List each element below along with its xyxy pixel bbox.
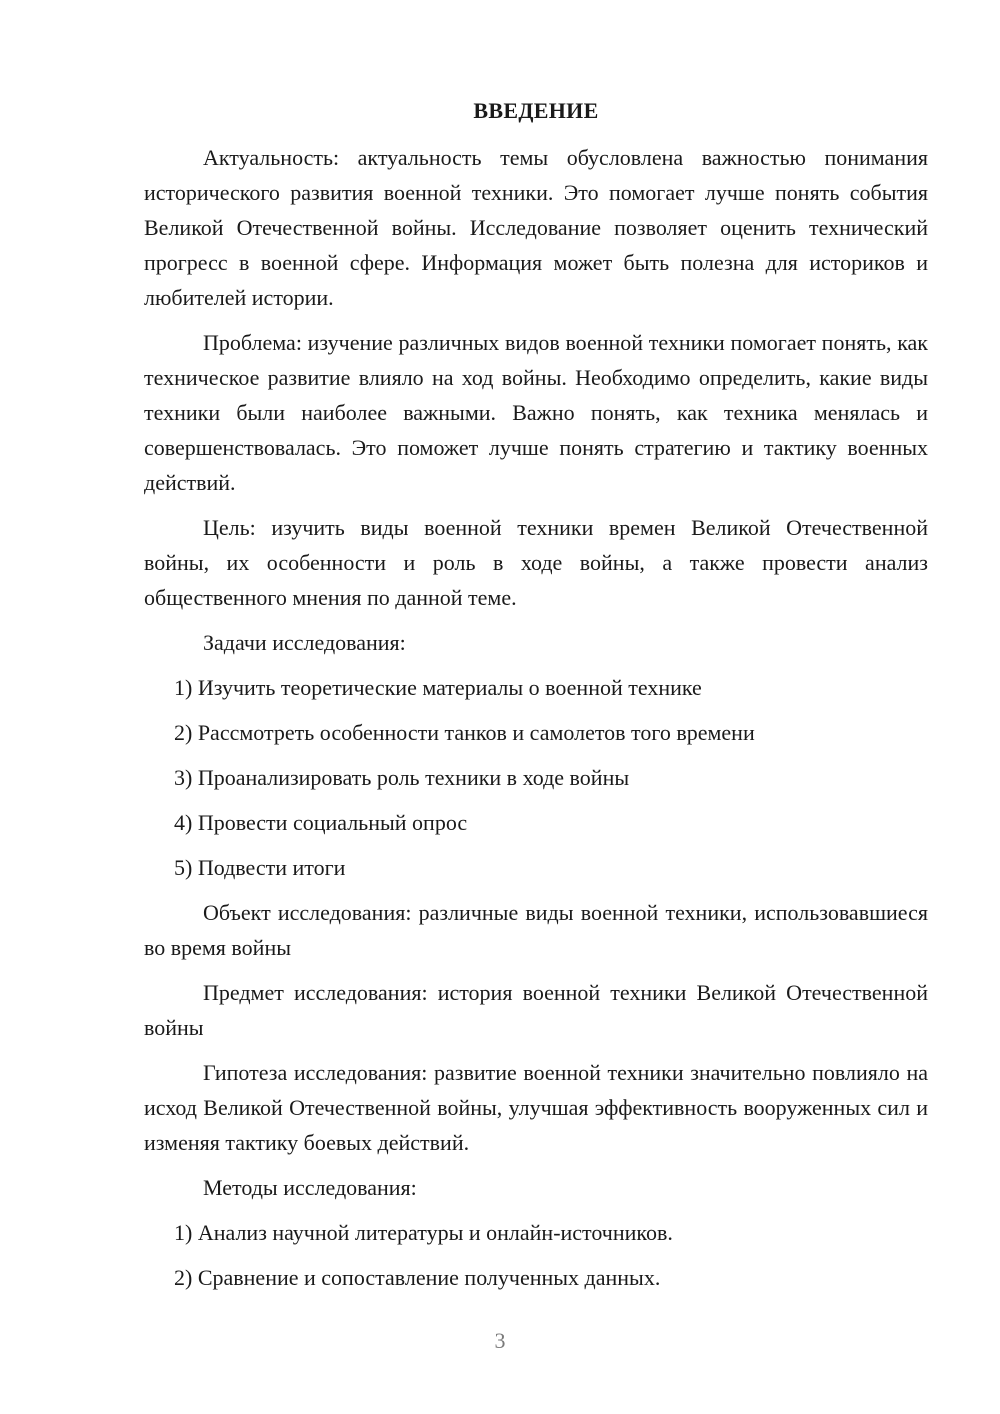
problem-paragraph: Проблема: изучение различных видов военной техники помогает понять, как техническое развитие влияло на ход войны. Необходимо определить, какие виды техники были наиболее важными. Важно понять, как техника менялась и совершенствовалась. Это поможет лучше понять стратегию и тактику военных действий. bbox=[144, 330, 928, 495]
task-item: 1) Изучить теоретические материалы о военной технике bbox=[174, 675, 702, 700]
method-item: 2) Сравнение и сопоставление полученных данных. bbox=[174, 1265, 661, 1290]
object-paragraph: Объект исследования: различные виды военной техники, использовавшиеся во время войны bbox=[144, 900, 928, 960]
method-item: 1) Анализ научной литературы и онлайн-источников. bbox=[174, 1220, 673, 1245]
page-number: 3 bbox=[494, 1328, 506, 1353]
methods-heading: Методы исследования: bbox=[203, 1175, 417, 1200]
subject-paragraph: Предмет исследования: история военной техники Великой Отечественной войны bbox=[144, 980, 928, 1040]
relevance-paragraph: Актуальность: актуальность темы обусловлена важностью понимания исторического развития военной техники. Это помогает лучше понять события Великой Отечественной войны. Исследование позволяет оценить технический прогресс в военной сфере. Информация может быть полезна для историков и любителей истории. bbox=[144, 145, 928, 310]
task-item: 5) Подвести итоги bbox=[174, 855, 346, 880]
task-item: 4) Провести социальный опрос bbox=[174, 810, 468, 835]
tasks-heading: Задачи исследования: bbox=[203, 630, 406, 655]
task-item: 2) Рассмотреть особенности танков и самолетов того времени bbox=[174, 720, 755, 745]
task-item: 3) Проанализировать роль техники в ходе войны bbox=[174, 765, 630, 790]
goal-paragraph: Цель: изучить виды военной техники времен Великой Отечественной войны, их особенности и роль в ходе войны, а также провести анализ общественного мнения по данной теме. bbox=[144, 515, 928, 610]
hypothesis-paragraph: Гипотеза исследования: развитие военной техники значительно повлияло на исход Великой Отечественной войны, улучшая эффективность вооруженных сил и изменяя тактику боевых действий. bbox=[144, 1060, 928, 1155]
section-title: ВВЕДЕНИЕ bbox=[473, 98, 599, 123]
page-content bbox=[144, 96, 928, 1305]
